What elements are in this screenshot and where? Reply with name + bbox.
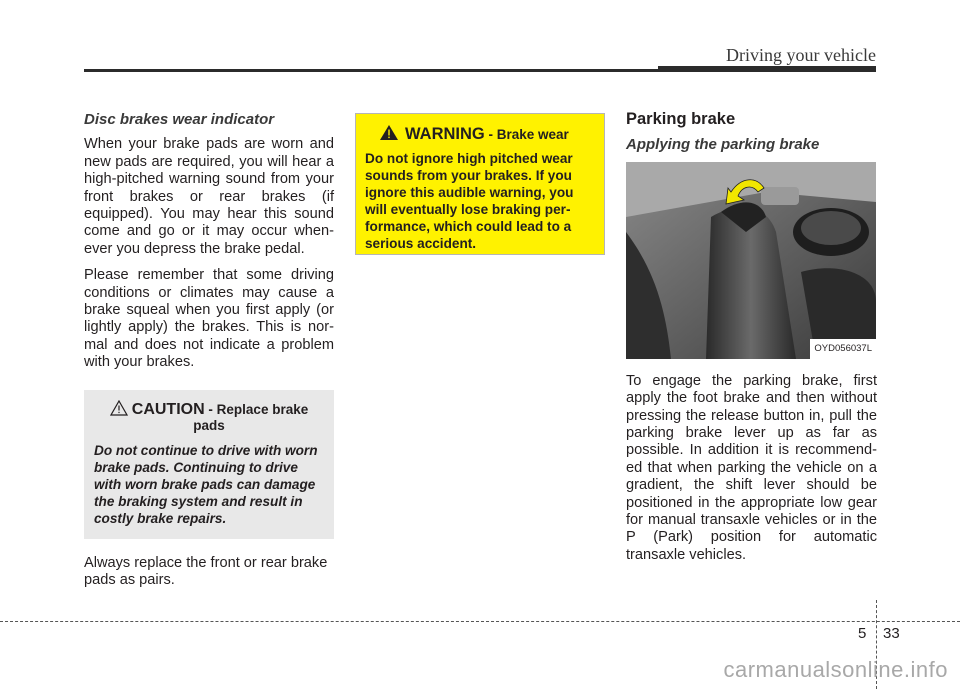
warning-label: WARNING (405, 125, 485, 143)
photo-code: OYD056037L (810, 339, 876, 358)
caution-triangle-icon (110, 400, 128, 416)
warning-triangle-icon (379, 124, 399, 141)
caution-label: CAUTION (131, 400, 205, 418)
footer-line (0, 621, 960, 622)
caution-title (94, 400, 324, 434)
caution-box (84, 390, 334, 539)
caution-subtitle: - Replace brake pads (193, 401, 309, 433)
warning-box (355, 113, 605, 255)
warning-body: Do not ignore high pitched wear sounds from your brakes. If you ignore this audible warning, you will eventually lose braking per-formance, which could lead to a serious accident. (365, 151, 574, 251)
watermark: carmanualsonline.info (723, 657, 948, 682)
right-column (626, 111, 877, 573)
applying-parking-brake-heading: Applying the parking brake (626, 136, 820, 154)
parking-brake-lever-illustration (626, 162, 876, 359)
chapter-number: 5 (858, 625, 867, 642)
disc-brake-heading: Disc brakes wear indicator (84, 111, 275, 128)
page-number: 33 (883, 625, 900, 642)
header-title: Driving your vehicle (726, 45, 876, 65)
warning-title (365, 124, 595, 144)
warning-subtitle: - Brake wear (488, 127, 569, 142)
parking-brake-photo (626, 162, 876, 359)
closing-paragraph: Always replace the front or rear brake pads as pairs. (84, 554, 328, 589)
parking-brake-paragraph: To engage the parking brake, first apply the foot brake and then without pressing the release button in, pull the parking brake lever up as far as possible. In addition it is recommend-ed that when parking the vehicle on a gradient, the shift lever should be positioned in the appropriate low gear for manual transaxle vehicles or in the P (Park) position for automatic transaxle vehicles. (626, 372, 877, 563)
parking-brake-heading: Parking brake (626, 110, 736, 128)
paragraph: Please remember that some driving conditions or climates may cause a brake squeal when you first apply (or lightly apply) the brakes. This is nor-mal and does not indicate a problem with your brakes. (84, 267, 334, 371)
left-column (84, 111, 334, 599)
paragraph: When your brake pads are worn and new pads are required, you will hear a high-pitched warning sound from your front brakes or rear brakes (if equipped). You may hear this sound come and go or it may occur when-ever you depress the brake pedal. (84, 136, 334, 257)
caution-body: Do not continue to drive with worn brake pads. Continuing to drive with worn brake pads can damage the braking system and result in costly brake repairs. (94, 442, 318, 526)
header-rule-accent (658, 66, 876, 72)
